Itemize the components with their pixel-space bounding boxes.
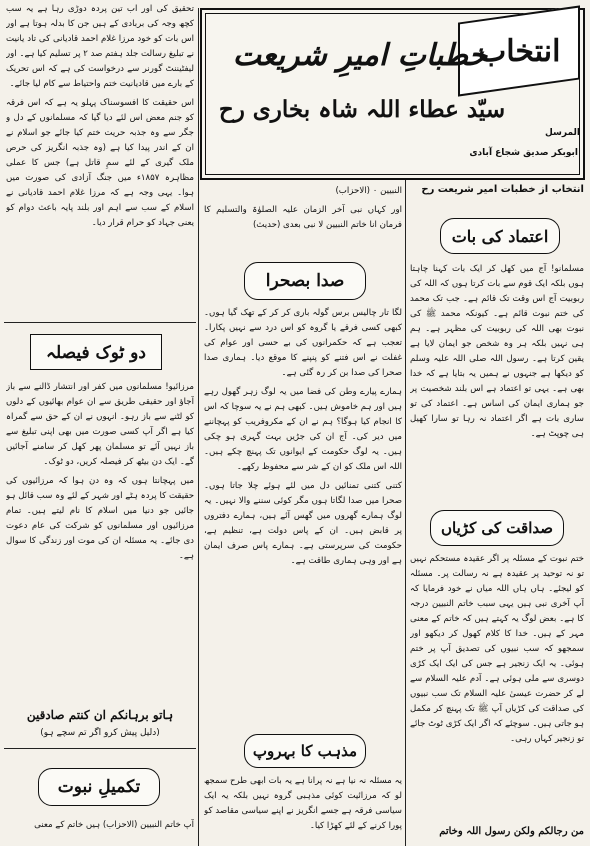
heading-box-itimad: [440, 218, 560, 254]
quote-note: (دلیل پیش کرو اگر تم سچے ہو): [40, 728, 160, 738]
paragraph: یہ مسئلہ نہ نیا ہے نہ پرانا ہے یہ بات ابھی طرح سمجھ لو کہ مرزائیت کوئی مذہبی گروہ نہیں بلکہ یہ ایک سیاسی فرقہ ہے جسے انگریز نے اپنے سیاسی مقاصد کو پورا کرنے کے لئے کھڑا کیا۔: [204, 776, 402, 831]
left-column-bottom: [6, 818, 194, 844]
heading-kariyan: صداقت کی کڑیاں: [441, 519, 553, 537]
paragraph: مسلمانو! آج میں کھل کر ایک بات کہنا چاہتا ہوں بلکہ ایک قوم سے بات کرتا ہوں کہ اللہ کی ربوبیت آج اس وقت تک قائم ہے۔ جب تک محمد کی ختم نبوت قائم ہے۔ کیونکہ محمد ﷺ کی نبوت بھی اللہ کی ربوبیت کی مظہر ہے۔ ہم ہی نہیں بلکہ ہر وہ شخص جو ایمان لایا ہے یقین کرتا ہے۔ رسول اللہ صلی اللہ علیہ وسلم کو دیکھا ہے جنہوں نے ہمیں یہ بتایا ہے کہ خدا بھی ہے۔ یہی تو اعتماد ہے اس بلند شخصیت پر جو ہماری ایمان کی اساس ہے۔ اعتماد کی تو ساری بات ہے اگر اعتماد نہ رہا تو سارا کھیل ہی چوپٹ ہے۔: [410, 264, 584, 439]
left-column-top: [6, 2, 194, 322]
paragraph: ختم نبوت کے مسئلہ پر اگر عقیدہ مستحکم نہیں تو نہ توحید پر عقیدہ ہے نہ رسالت پر۔ مسئلہ کو لیجئے۔ ہاں ہاں اللہ میاں نے خود فرمایا کہ آپ آخری نبی ہیں یہی سبب خاتم النبیین درجہ کا ہے۔ بعض لوگ یہ کہتے ہیں کہ خاتم کے معنی مہر کے ہیں۔ خدا کا کلام کھول کر دیکھو اور سمجھو کہ سب نبیوں کی تصدیق آپ پر ختم ہوئی۔ یہ ایک زنجیر ہے جس کی ایک ایک کڑی دوسری سے ملی ہوئی ہے۔ آدم علیہ السلام سے لے کر حضرت عیسیٰ علیہ السلام تک سب نبیوں کی صداقت کی کڑیاں آپ ﷺ تک پہنچ کر مکمل ہو جاتی ہیں۔ سوچئے کہ اگر ایک کڑی ٹوٹ جائے تو زنجیر کہاں رہی۔: [410, 554, 584, 744]
left-column-middle: [6, 380, 194, 698]
paragraph: تحقیق کی اور اب تین پردہ دوڑی رہا ہے یہ سب کچھ وجہ کی بربادی کے ہیں جن کا بدلہ ہوتا ہے اور اس بات کو خود مرزا غلام احمد قادیانی کی تاد یانیت نے تبلیغ رسالت جلد ہفتم صد ۲ پر تسلیم کیا ہے۔ اور لیفٹیننٹ گورنر سے درخواست کی ہے کہ اس تحریک کے بارے میں قادیانیت ختم واحتیاط سے کام لیا جائے۔: [6, 4, 194, 89]
paragraph: ہمارے پیارے وطن کی فضا میں یہ لوگ زہر گھول رہے ہیں اور ہم خاموش ہیں۔ کبھی ہم نے یہ سوچا کہ اس کا انجام کیا ہوگا؟ ہم نے ان کے مکروفریب کو پہچاننے میں دیر کی۔ آج ان کی جڑیں بہت گہری ہو چکی ہیں۔ یہ لوگ حکومت کے ایوانوں تک پہنچ چکے ہیں۔ اللہ اس ملک کو ان کے شر سے محفوظ رکھے۔: [204, 387, 402, 472]
masthead-subtitle: سیّد عطاء اللہ شاہ بخاری رح: [218, 96, 506, 123]
intro-line: انتخاب از خطبات امیر شریعت رح: [421, 184, 584, 195]
paragraph: اور کہاں نبی آخر الزمان علیہ الصلوٰۃ والتسلیم کا فرمان انا خاتم النبیین لا نبی بعدی (حدیث): [204, 205, 402, 230]
sender-label: المرسل: [545, 128, 580, 138]
right-column-bottom: [410, 552, 584, 822]
heading-sahra: صدا بصحرا: [265, 271, 345, 291]
paragraph: کتنی کتنی تمنائیں دل میں لئے ہوئے چلا جاتا ہوں۔ صحرا میں صدا لگاتا ہوں مگر کوئی سننے والا نہیں۔ یہ لوگ ہمارے گھروں میں گھس آئے ہیں، ہمارے دفتروں پر قابض ہیں۔ ان کے پاس دولت ہے، تنظیم ہے، حکومت کی سرپرستی ہے۔ ہمارے پاس صرف ایمان ہے اور وہی ہماری طاقت ہے۔: [204, 481, 402, 566]
heading-box-faisla: [30, 334, 162, 370]
quote-line: ہاتو برہانکم ان کنتم صادقین: [26, 708, 174, 722]
banner-text: انتخاب: [477, 33, 561, 69]
heading-itimad: اعتماد کی بات: [451, 226, 549, 246]
paragraph: اس حقیقت کا افسوسناک پہلو یہ ہے کہ اس فرقہ کو جنم معض اس لئے دیا گیا کہ مسلمانوں کے دل و جگر سے وہ جذبہ حریت ختم کیا جائے جو اسلام نے ان کے اندر پیدا کیا ہے (وہ جذبہ انگریز کی حرص ملک گیری کے لئے سمِ قاتل ہے) جس کا عملی مظاہرہ ۱۸۵۷ء میں جنگ آزادی کی صورت میں ہوا۔ یہی وجہ ہے کہ مرزا غلام احمد قادیانی نے اسلام کے سب سے اہم اور بلند پایہ باعث دوام کو یعنی جہاد کو حرام قرار دیا۔: [6, 98, 194, 228]
middle-column-bottom: [204, 774, 402, 844]
heading-takmeel: تکمیلِ نبوت: [57, 777, 141, 797]
divider: [4, 748, 196, 749]
heading-box-kariyan: [430, 510, 564, 546]
heading-faisla: دو ٹوک فیصلہ: [46, 342, 146, 363]
right-column-top: [410, 262, 584, 494]
heading-box-takmeel: [38, 768, 160, 806]
paragraph: النبیین ۰ (الاحزاب): [335, 186, 402, 196]
heading-box-sahra: [244, 262, 366, 300]
column-rule-left: [198, 8, 199, 846]
closing-line: من رجالکم ولکن رسول اللہ وخاتم: [439, 826, 584, 837]
paragraph: آپ خاتم النبیین (الاحزاب) ہیں خاتم کے معنی: [34, 820, 194, 830]
divider: [4, 322, 196, 323]
paragraph: لگا تار چالیس برس گولہ باری کر کر کے تھک گیا ہوں۔ کبھی کسی فرقے یا گروہ کو اس درد سے نہیں پکارا۔ تعجب ہے کہ حکمرانوں کی بے حسی اور عوام کی غفلت نے اس فتنے کو پنپنے کا موقع دیا۔ ہماری صدا صحرا کی صدا بن کر رہ گئی ہے۔: [204, 308, 402, 378]
heading-bahroop: مذہب کا بہروپ: [252, 742, 358, 760]
masthead-title: خطباتِ امیرِ شریعت: [232, 38, 488, 73]
column-rule-right: [405, 180, 406, 846]
middle-column-top: [204, 184, 402, 236]
sender-name: ابوبکر صدیق شجاع آبادی: [469, 148, 578, 158]
heading-box-bahroop: [244, 734, 366, 768]
paragraph: میں پہچانتا ہوں کہ وہ دن ہوا کہ مرزائیوں کی حقیقت کا پردہ ہٹے اور شہر کے لئے وہ سب قائل ہو جائیں جو دنیا میں اسلام کا نام لیتے ہیں۔ تمام مرزائیوں اور مسلمانوں کو شرکت کی عام دعوت دی جائے۔ یہ مسئلہ ان کی موت اور زندگی کا سوال ہے۔: [6, 476, 194, 561]
paragraph: مرزائیو! مسلمانوں میں کفر اور انتشار ڈالنے سے باز آجاؤ اور حقیقی طریق سے ان عوام بھائیوں کے دلوں کو لٹنے سے باز رہو۔ انہوں نے ان کے حق سے گمراہ کیا ہے اگر آپ کسی صورت میں بھی اپنی تبلیغ سے باز نہیں آئے تو مسلمان پھر کھل کر سامنے آجائیں گے۔ ایک دن بیٹھ کر فیصلہ کریں، دو ٹوک۔: [6, 382, 194, 467]
middle-column-body: [204, 306, 402, 726]
